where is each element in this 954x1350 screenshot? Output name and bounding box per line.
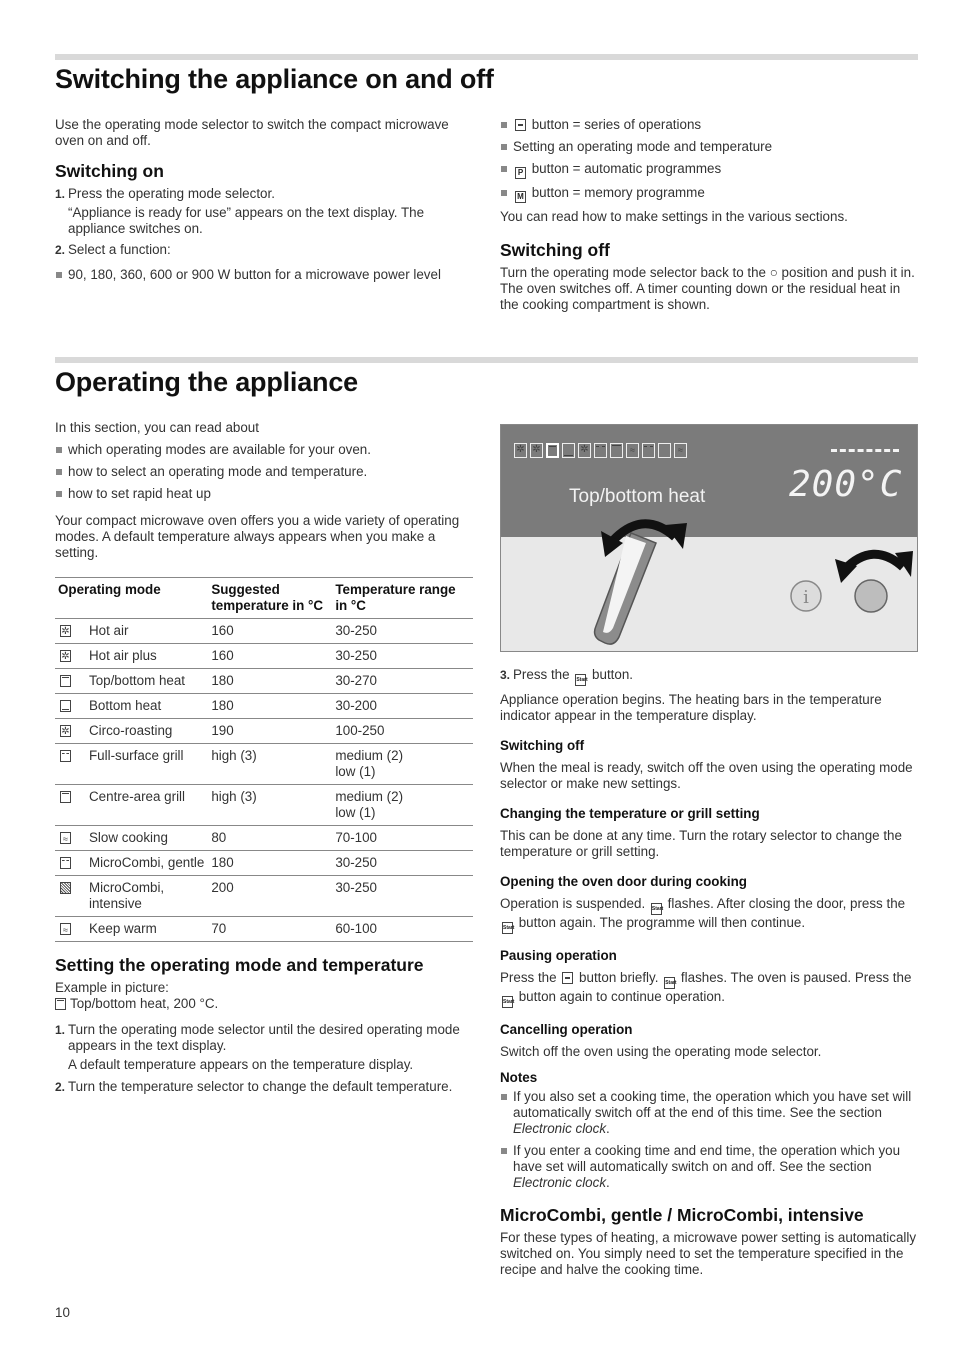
step-item: 2. Turn the temperature selector to change the default temperature. xyxy=(55,1079,453,1094)
suggested-temp-cell: 70 xyxy=(208,917,332,942)
table-row xyxy=(55,619,473,644)
header-operating-mode: Operating mode xyxy=(55,578,208,619)
info-icon: i xyxy=(803,587,809,608)
control-panel-illustration xyxy=(500,424,918,652)
switching-off-text: When the meal is ready, switch off the oven using the operating mode selector or make new settings. xyxy=(500,760,913,791)
temperature-selector-knob[interactable] xyxy=(855,580,887,612)
table-row xyxy=(55,826,473,851)
switching-off-text: Turn the operating mode selector back to the ○ position and push it in. The oven switches off. A timer counting down or the residual heat in the cooking compartment is shown. xyxy=(500,265,915,312)
table-row xyxy=(55,694,473,719)
mode-name-cell: Circo-roasting xyxy=(86,719,208,744)
list-item: how to set rapid heat up xyxy=(55,486,473,502)
table-header-row xyxy=(55,578,473,619)
step-item: 1. Turn the operating mode selector until the desired operating mode appears in the text display. A default temperature appears on the temperature display. xyxy=(55,1022,460,1072)
temp-range-cell: 100-250 xyxy=(332,719,473,744)
suggested-temp-cell: 190 xyxy=(208,719,332,744)
off-position-icon: ○ xyxy=(769,265,778,280)
stop-icon xyxy=(562,972,573,984)
operating-right-column xyxy=(500,667,918,1284)
mode-icon-cell xyxy=(55,719,86,744)
mode-name-cell: Hot air plus xyxy=(86,644,208,669)
read-more-text: You can read how to make settings in the various sections. xyxy=(500,209,848,224)
list-item: how to select an operating mode and temperature. xyxy=(55,464,473,480)
display-temperature: 200°C xyxy=(789,464,903,505)
table-row xyxy=(55,744,473,785)
bottom-heat-icon xyxy=(60,700,71,712)
list-item: button = series of operations xyxy=(500,117,918,133)
notes-list xyxy=(500,1089,918,1191)
mode-icon-cell xyxy=(55,826,86,851)
temp-range-cell: 30-250 xyxy=(332,644,473,669)
list-item: P button = automatic programmes xyxy=(500,161,918,179)
suggested-temp-cell: high (3) xyxy=(208,744,332,785)
setting-heading: Setting the operating mode and temperature xyxy=(55,955,424,975)
mode-name-cell: Centre-area grill xyxy=(86,785,208,826)
change-temperature-subheading: Changing the temperature or grill setting xyxy=(500,806,760,821)
switching-on-heading: Switching on xyxy=(55,161,164,181)
table-row xyxy=(55,669,473,694)
list-item: Setting an operating mode and temperature xyxy=(500,139,918,155)
centre-area-grill-icon xyxy=(60,791,71,803)
switching-off-heading: Switching off xyxy=(500,240,610,260)
rotate-arrow-icon xyxy=(835,551,913,583)
cancel-subheading: Cancelling operation xyxy=(500,1022,633,1037)
mode-selector-knob[interactable] xyxy=(595,533,656,644)
switching-off-subheading: Switching off xyxy=(500,738,585,753)
mode-icon-cell xyxy=(55,917,86,942)
operating-modes-table xyxy=(55,577,473,942)
table-row xyxy=(55,644,473,669)
function-list xyxy=(55,267,473,283)
temp-range-cell: 30-270 xyxy=(332,669,473,694)
mode-name-cell: MicroCombi, intensive xyxy=(86,876,208,917)
section-divider xyxy=(55,357,918,363)
on-off-right-column xyxy=(500,117,918,319)
on-off-left-column xyxy=(55,117,473,289)
top-bottom-heat-icon xyxy=(55,998,66,1010)
mode-icon-cell xyxy=(55,876,86,917)
mode-icon-cell xyxy=(55,669,86,694)
microcombi-text: For these types of heating, a microwave power setting is automatically switched on. You simply need to set the temperature specified in the recipe and halve the cooking time. xyxy=(500,1230,917,1277)
mode-icon-cell xyxy=(55,744,86,785)
list-item: If you also set a cooking time, the operation which you have set will automatically switch off at the end of this time. See the section Electronic clock. xyxy=(500,1089,918,1137)
mode-name-cell: Full-surface grill xyxy=(86,744,208,785)
temp-range-cell: 60-100 xyxy=(332,917,473,942)
table-row xyxy=(55,785,473,826)
circo-roasting-icon xyxy=(60,725,71,737)
suggested-temp-cell: 200 xyxy=(208,876,332,917)
temp-range-cell: 30-250 xyxy=(332,851,473,876)
mode-name-cell: Slow cooking xyxy=(86,826,208,851)
microcombi-heading: MicroCombi, gentle / MicroCombi, intensive xyxy=(500,1205,864,1225)
temp-range-cell: 30-250 xyxy=(332,876,473,917)
mode-icon-cell xyxy=(55,694,86,719)
list-item: 90, 180, 360, 600 or 900 W button for a microwave power level xyxy=(55,267,473,283)
temp-range-cell: 30-250 xyxy=(332,619,473,644)
table-row xyxy=(55,719,473,744)
temp-range-cell: 30-200 xyxy=(332,694,473,719)
about-list xyxy=(55,442,473,502)
table-row xyxy=(55,851,473,876)
suggested-temp-cell: 180 xyxy=(208,851,332,876)
example-text: Example in picture: Top/bottom heat, 200 °C. xyxy=(55,980,219,1011)
cancel-text: Switch off the oven using the operating mode selector. xyxy=(500,1044,822,1059)
start-icon: Start xyxy=(664,977,675,989)
mode-name-cell: Bottom heat xyxy=(86,694,208,719)
mode-icon-cell xyxy=(55,851,86,876)
start-icon: Start xyxy=(502,996,513,1008)
start-icon: Start xyxy=(575,674,586,686)
variety-text: Your compact microwave oven offers you a wide variety of operating modes. A default temperature always appears when you make a setting. xyxy=(55,513,460,560)
mode-name-cell: MicroCombi, gentle xyxy=(86,851,208,876)
microcombi-intensive-icon xyxy=(60,882,71,894)
door-open-text: Operation is suspended. Start flashes. After closing the door, press the Start button again. The programme will then continue. xyxy=(500,896,918,934)
function-list-continued xyxy=(500,117,918,203)
change-temperature-text: This can be done at any time. Turn the rotary selector to change the temperature or grill setting. xyxy=(500,828,902,859)
p-button-icon: P xyxy=(515,167,526,179)
list-item: which operating modes are available for your oven. xyxy=(55,442,473,458)
suggested-temp-cell: 180 xyxy=(208,694,332,719)
step-item: 3. Press the Start button. xyxy=(500,667,918,686)
operating-left-column xyxy=(55,420,473,1101)
top-bottom-heat-icon xyxy=(60,675,71,687)
header-temperature-range: Temperature range in °C xyxy=(332,578,473,619)
start-icon: Start xyxy=(651,903,662,915)
keep-warm-icon xyxy=(60,923,71,935)
table-row xyxy=(55,917,473,942)
full-surface-grill-icon xyxy=(60,750,71,762)
table-row xyxy=(55,876,473,917)
pausing-subheading: Pausing operation xyxy=(500,948,617,963)
m-button-icon: M xyxy=(515,191,526,203)
header-suggested-temperature: Suggested temperature in °C xyxy=(208,578,332,619)
page-number: 10 xyxy=(55,1305,70,1320)
door-open-subheading: Opening the oven door during cooking xyxy=(500,874,747,889)
notes-subheading: Notes xyxy=(500,1070,538,1085)
slow-cooking-icon xyxy=(60,832,71,844)
suggested-temp-cell: 80 xyxy=(208,826,332,851)
step-item: 2. Select a function: xyxy=(55,242,171,257)
hot-air-plus-icon xyxy=(60,650,71,662)
section-intro: In this section, you can read about xyxy=(55,420,259,435)
suggested-temp-cell: 180 xyxy=(208,669,332,694)
operation-begins-text: Appliance operation begins. The heating bars in the temperature indicator appear in the temperature display. xyxy=(500,692,882,723)
hot-air-icon xyxy=(60,625,71,637)
mode-icon-cell xyxy=(55,644,86,669)
mode-name-cell: Hot air xyxy=(86,619,208,644)
microcombi-gentle-icon xyxy=(60,857,71,869)
list-item: M button = memory programme xyxy=(500,185,918,203)
suggested-temp-cell: 160 xyxy=(208,644,332,669)
step-item: 1. Press the operating mode selector. “Appliance is ready for use” appears on the text display. The appliance switches on. xyxy=(55,186,425,236)
temp-range-cell: medium (2) low (1) xyxy=(332,785,473,826)
mode-icon-cell xyxy=(55,619,86,644)
mode-name-cell: Top/bottom heat xyxy=(86,669,208,694)
section-title-operating: Operating the appliance xyxy=(55,367,358,397)
selector-drawing xyxy=(501,425,918,652)
start-icon: Start xyxy=(502,922,513,934)
suggested-temp-cell: 160 xyxy=(208,619,332,644)
mode-name-cell: Keep warm xyxy=(86,917,208,942)
display-mode-text: Top/bottom heat xyxy=(569,486,706,507)
switching-on-steps xyxy=(55,186,473,258)
start-step xyxy=(500,667,918,686)
setting-steps xyxy=(55,1022,473,1095)
on-off-intro: Use the operating mode selector to switch the compact microwave oven on and off. xyxy=(55,117,449,148)
section-title-on-off: Switching the appliance on and off xyxy=(55,64,494,94)
suggested-temp-cell: high (3) xyxy=(208,785,332,826)
section-divider xyxy=(55,54,918,60)
mode-icon-cell xyxy=(55,785,86,826)
temp-range-cell: medium (2) low (1) xyxy=(332,744,473,785)
list-item: If you enter a cooking time and end time, the operation which you have set will automatically switch on and off. See the section Electronic clock. xyxy=(500,1143,918,1191)
series-icon xyxy=(515,119,526,131)
temp-range-cell: 70-100 xyxy=(332,826,473,851)
pausing-text: Press the button briefly. Start flashes. The oven is paused. Press the Start button again to continue operation. xyxy=(500,970,918,1008)
